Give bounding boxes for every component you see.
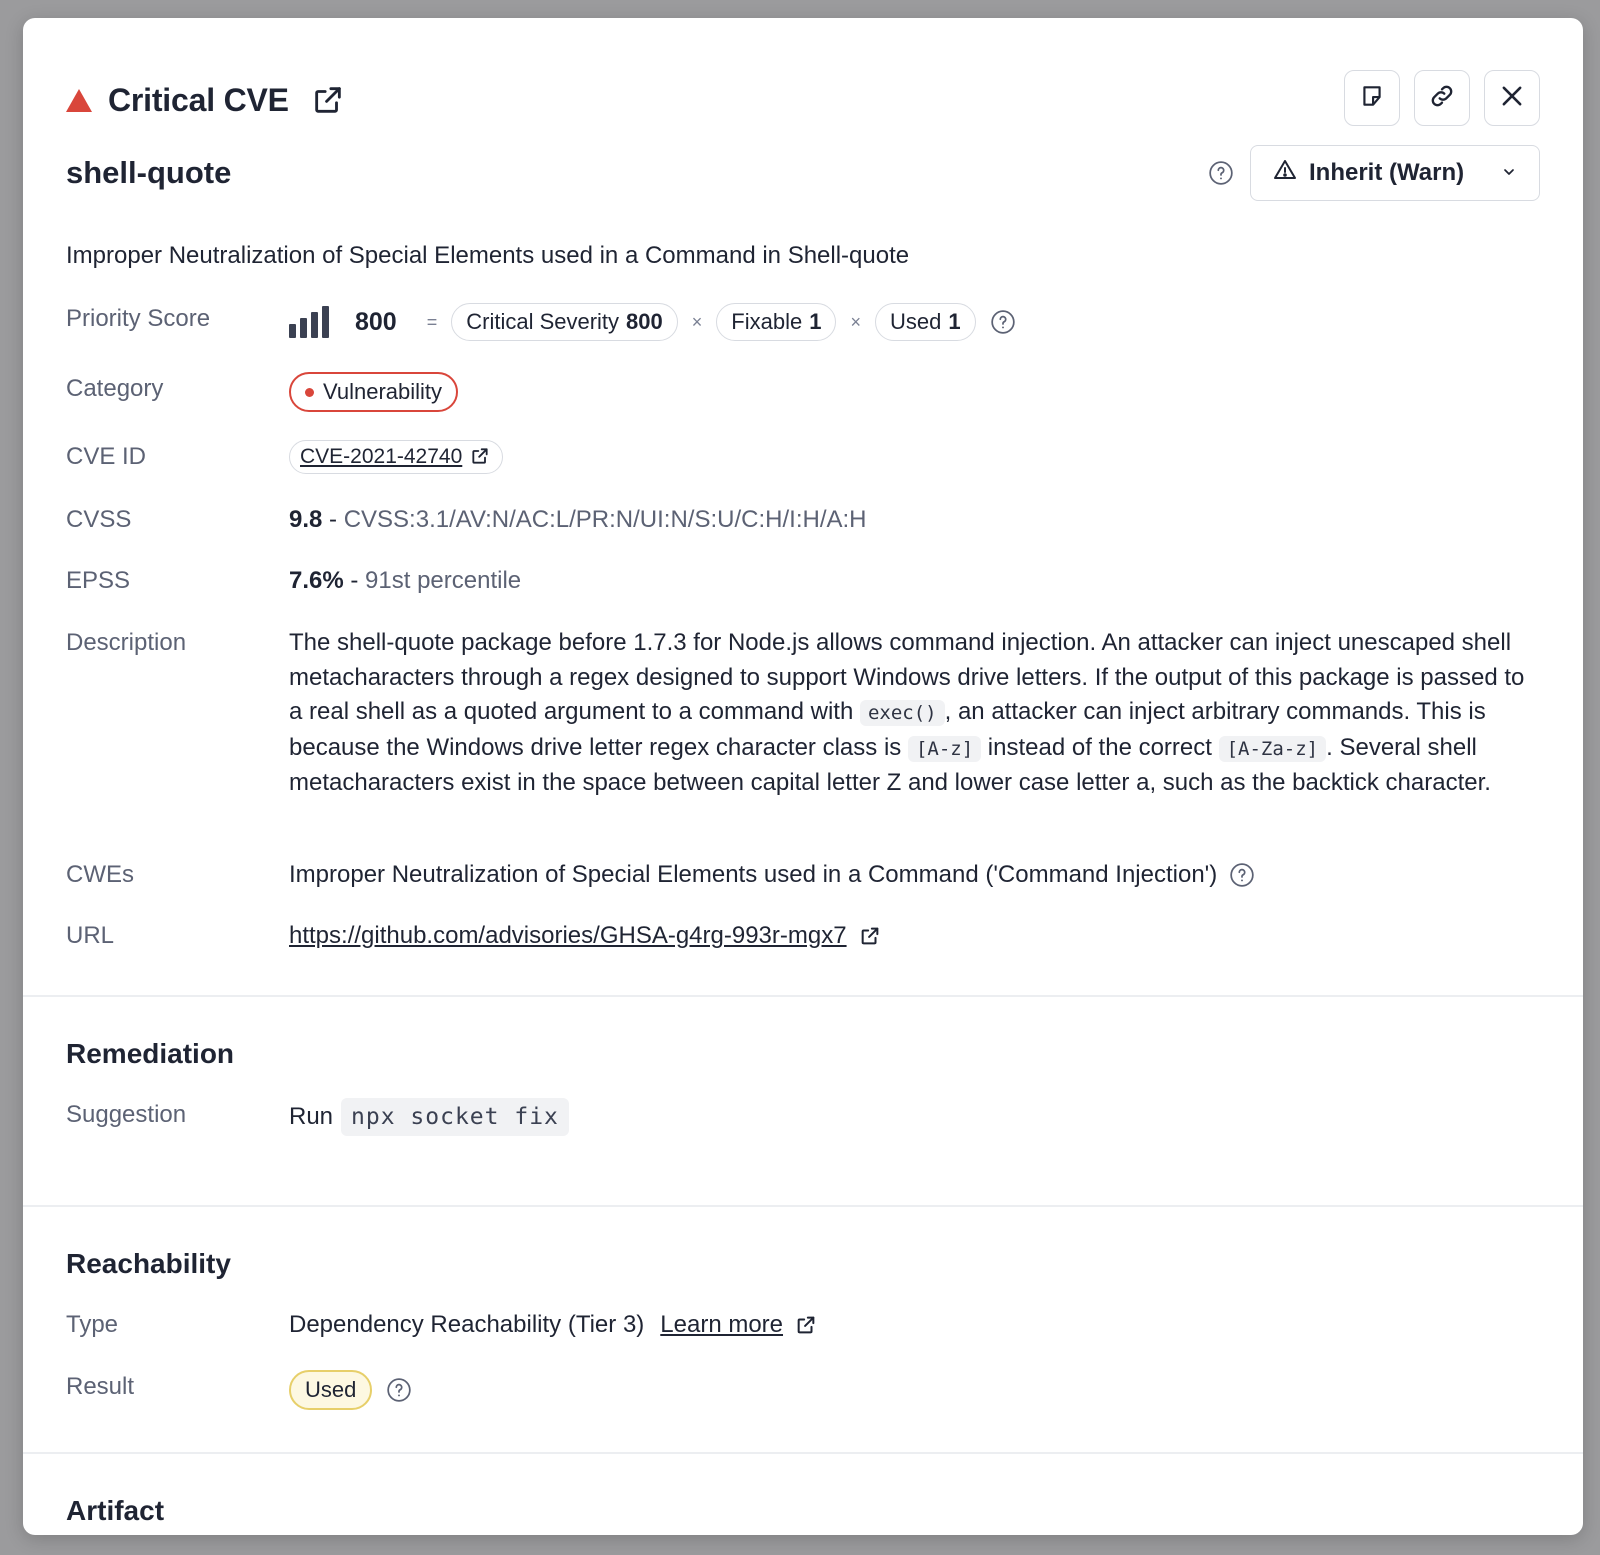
reachability-heading: Reachability (66, 1248, 231, 1279)
url-label: URL (66, 922, 115, 949)
cve-label: CVE ID (66, 443, 147, 470)
signal-bars-icon (289, 306, 329, 338)
result-row (66, 1370, 1540, 1410)
times-sign: × (691, 312, 703, 332)
alert-action-label: Inherit (Warn) (1309, 159, 1465, 186)
priority-score: 800 (355, 308, 397, 336)
alert-detail-modal (23, 18, 1583, 1535)
help-icon[interactable] (386, 1377, 412, 1403)
package-name: shell-quote (66, 155, 232, 190)
category-label: Category (66, 375, 164, 402)
type-row (66, 1308, 1540, 1342)
section-divider (23, 1452, 1583, 1454)
external-link-icon[interactable] (859, 925, 881, 947)
cwes-label: CWEs (66, 861, 134, 888)
help-icon[interactable] (1208, 160, 1234, 186)
reachability-type: Dependency Reachability (Tier 3) (289, 1311, 645, 1338)
cvss-score: 9.8 (289, 506, 323, 533)
package-row (66, 145, 1540, 201)
help-icon[interactable] (1229, 862, 1255, 888)
cvss-label: CVSS (66, 506, 132, 533)
sticky-note-icon (1359, 83, 1385, 114)
factor-severity: Critical Severity 800 (451, 303, 678, 341)
chevron-down-icon (1501, 159, 1517, 187)
remediation-heading: Remediation (66, 1038, 235, 1069)
factor-fixable: Fixable 1 (716, 303, 836, 341)
description-text: The shell-quote package before 1.7.3 for Node.js allows command injection. An attacker can inject unescaped shell metacharacters through a regex designed to support Windows drive letters. If the output of this package is passed to a real shell as a quoted argument to a command with exec() , an attacker can inject arbitrary commands. This is because the Windows drive letter regex character class is [A-z] instead of the correct [A-Za-z] . Several shell metacharacters exist in the space between capital letter Z and lower case letter a, such as the backtick character. (289, 629, 1525, 796)
alert-summary: Improper Neutralization of Special Elements used in a Command in Shell-quote (66, 242, 910, 269)
type-label: Type (66, 1311, 119, 1338)
priority-row (66, 302, 1540, 342)
factor-used: Used 1 (875, 303, 976, 341)
epss-percentile: 91st percentile (365, 567, 522, 594)
suggestion-label: Suggestion (66, 1101, 187, 1128)
help-icon[interactable] (990, 309, 1016, 335)
artifact-heading: Artifact (66, 1495, 165, 1526)
epss-value: 7.6% (289, 567, 344, 594)
cve-row (66, 440, 1540, 474)
epss-label: EPSS (66, 567, 131, 594)
copy-link-button[interactable] (1414, 70, 1470, 126)
advisory-url-link[interactable]: https://github.com/advisories/GHSA-g4rg-993r-mgx7 (289, 922, 847, 949)
note-button[interactable] (1344, 70, 1400, 126)
close-icon (1498, 82, 1526, 115)
fix-command: npx socket fix (341, 1098, 569, 1136)
learn-more-link[interactable]: Learn more (660, 1311, 784, 1338)
cwes-row (66, 858, 1540, 892)
run-text: Run (289, 1103, 334, 1130)
external-link-icon (470, 446, 492, 468)
cwe-text: Improper Neutralization of Special Elements used in a Command ('Command Injection') (289, 861, 1218, 888)
category-row (66, 372, 1540, 412)
cvss-row: CVSS 9.8 - CVSS:3.1/AV:N/AC:L/PR:N/UI:N/S:U/C:H/I:H/A:H (66, 503, 1540, 537)
alert-title: Critical CVE (108, 81, 289, 118)
section-divider (23, 995, 1583, 997)
url-row (66, 919, 1540, 953)
suggestion-row (66, 1098, 1540, 1136)
warning-outline-icon (1273, 158, 1297, 189)
result-label: Result (66, 1373, 135, 1400)
close-button[interactable] (1484, 70, 1540, 126)
cve-link[interactable]: CVE-2021-42740 (289, 440, 503, 474)
epss-row: EPSS 7.6% - 91st percentile (66, 564, 1540, 598)
alert-action-select[interactable] (1250, 145, 1540, 201)
link-icon (1428, 82, 1456, 115)
external-link-icon[interactable] (795, 1314, 817, 1336)
category-badge: Vulnerability (289, 372, 458, 412)
priority-label: Priority Score (66, 305, 211, 332)
description-row (66, 626, 1540, 801)
modal-header (66, 70, 1540, 130)
warning-triangle-icon (66, 89, 92, 112)
section-divider (23, 1205, 1583, 1207)
external-link-icon[interactable] (311, 83, 345, 117)
dot-icon (305, 388, 314, 397)
cvss-vector: CVSS:3.1/AV:N/AC:L/PR:N/UI:N/S:U/C:H/I:H/A:H (343, 506, 867, 533)
times-sign: × (850, 312, 861, 332)
description-label: Description (66, 629, 187, 656)
equals-sign: = (426, 312, 438, 332)
result-badge: Used (289, 1370, 372, 1410)
